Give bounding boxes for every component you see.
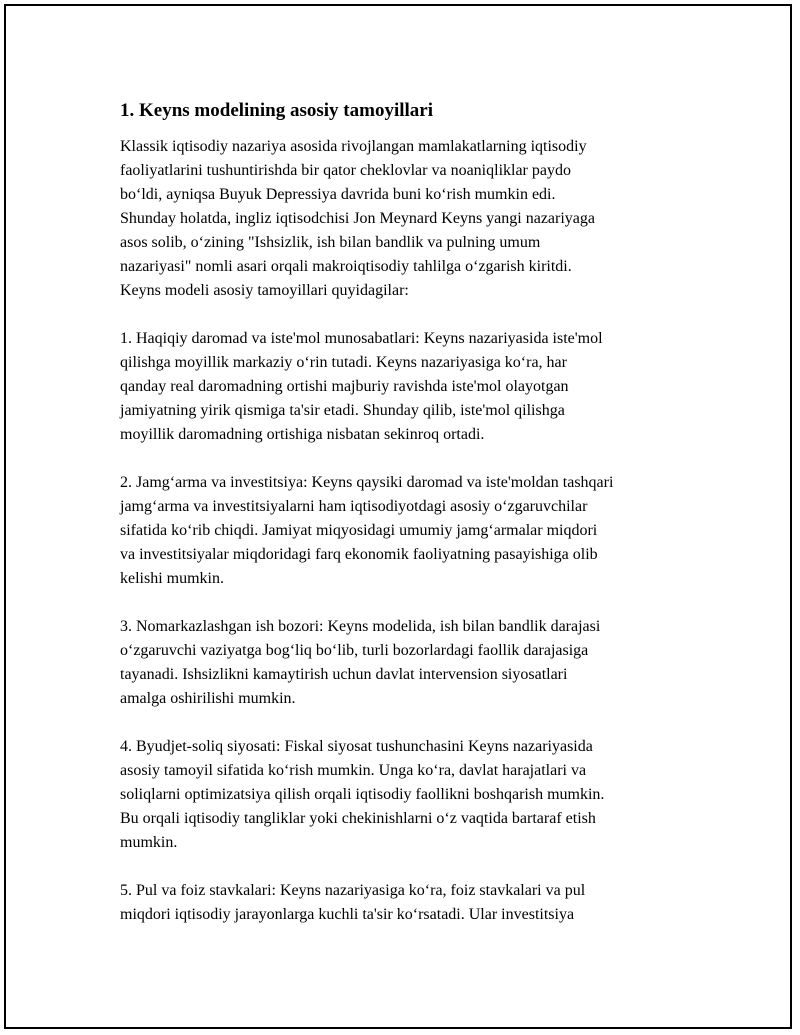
text-line: mumkin. xyxy=(120,834,178,851)
text-line: nazariyasi" nomli asari orqali makroiqtisodiy tahlilga o‘zgarish kiritdi. xyxy=(120,258,572,275)
principle-paragraph-4 xyxy=(120,735,700,855)
text-line: asos solib, o‘zining "Ishsizlik, ish bilan bandlik va pulning umum xyxy=(120,234,541,251)
text-line: jamg‘arma va investitsiyalarni ham iqtisodiyotdagi asosiy o‘zgaruvchilar xyxy=(120,498,588,515)
text-line: Klassik iqtisodiy nazariya asosida rivojlangan mamlakatlarning iqtisodiy xyxy=(120,138,587,155)
text-line: o‘zgaruvchi vaziyatga bog‘liq bo‘lib, turli bozorlardagi faollik darajasiga xyxy=(120,642,589,659)
text-line: moyillik daromadning ortishiga nisbatan sekinroq ortadi. xyxy=(120,426,485,443)
text-line: faoliyatlarini tushuntirishda bir qator cheklovlar va noaniqliklar paydo xyxy=(120,162,571,179)
text-line: 5. Pul va foiz stavkalari: Keyns nazariyasiga ko‘ra, foiz stavkalari va pul xyxy=(120,882,586,899)
text-line: Keyns modeli asosiy tamoyillari quyidagilar: xyxy=(120,282,409,299)
text-line: soliqlarni optimizatsiya qilish orqali iqtisodiy faollikni boshqarish mumkin. xyxy=(120,786,605,803)
text-line: 3. Nomarkazlashgan ish bozori: Keyns modelida, ish bilan bandlik darajasi xyxy=(120,618,601,635)
text-line: qilishga moyillik markaziy o‘rin tutadi. Keyns nazariyasiga ko‘ra, har xyxy=(120,354,567,371)
text-line: amalga oshirilishi mumkin. xyxy=(120,690,296,707)
text-line: kelishi mumkin. xyxy=(120,570,224,587)
text-line: jamiyatning yirik qismiga ta'sir etadi. Shunday qilib, iste'mol qilishga xyxy=(120,402,565,419)
text-line: Shunday holatda, ingliz iqtisodchisi Jon Meynard Keyns yangi nazariyaga xyxy=(120,210,596,227)
intro-paragraph xyxy=(120,135,700,303)
document-body xyxy=(120,98,700,951)
principle-paragraph-5 xyxy=(120,879,700,927)
text-line: sifatida ko‘rib chiqdi. Jamiyat miqyosidagi umumiy jamg‘armalar miqdori xyxy=(120,522,598,539)
text-line: Bu orqali iqtisodiy tangliklar yoki chekinishlarni o‘z vaqtida bartaraf etish xyxy=(120,810,596,827)
document-page xyxy=(4,4,792,1029)
text-line: tayanadi. Ishsizlikni kamaytirish uchun davlat intervension siyosatlari xyxy=(120,666,568,683)
principle-paragraph-3 xyxy=(120,615,700,711)
text-line: bo‘ldi, ayniqsa Buyuk Depressiya davrida buni ko‘rish mumkin edi. xyxy=(120,186,556,203)
section-heading: 1. Keyns modelining asosiy tamoyillari xyxy=(120,100,433,121)
text-line: 2. Jamg‘arma va investitsiya: Keyns qaysiki daromad va iste'moldan tashqari xyxy=(120,474,614,491)
text-line: qanday real daromadning ortishi majburiy ravishda iste'mol olayotgan xyxy=(120,378,569,395)
text-line: miqdori iqtisodiy jarayonlarga kuchli ta'sir ko‘rsatadi. Ular investitsiya xyxy=(120,906,575,923)
text-line: va investitsiyalar miqdoridagi farq ekonomik faoliyatning pasayishiga olib xyxy=(120,546,598,563)
text-line: 1. Haqiqiy daromad va iste'mol munosabatlari: Keyns nazariyasida iste'mol xyxy=(120,330,603,347)
principle-paragraph-1 xyxy=(120,327,700,447)
text-line: 4. Byudjet-soliq siyosati: Fiskal siyosat tushunchasini Keyns nazariyasida xyxy=(120,738,593,755)
text-line: asosiy tamoyil sifatida ko‘rish mumkin. Unga ko‘ra, davlat harajatlari va xyxy=(120,762,587,779)
principle-paragraph-2 xyxy=(120,471,700,591)
